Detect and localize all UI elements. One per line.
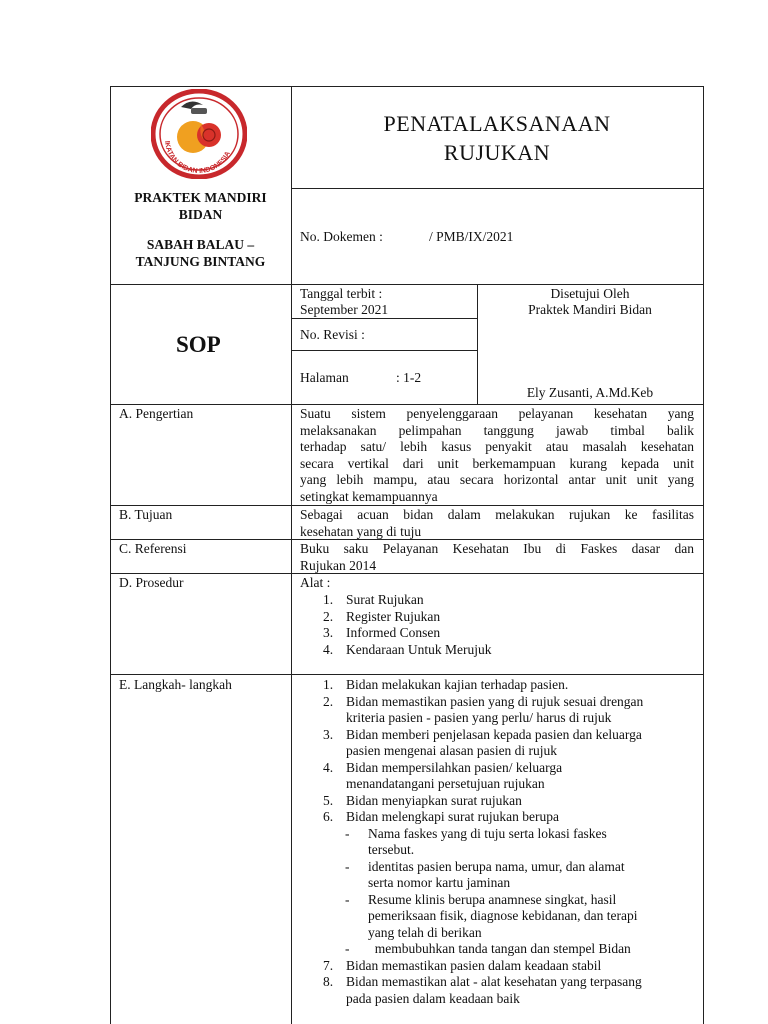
sop-label: SOP (176, 332, 221, 357)
prosedur-intro: Alat : (300, 575, 331, 590)
sub-text: tersebut. (368, 842, 415, 857)
revision-label: No. Revisi : (300, 327, 365, 342)
pengertian-line: Suatu sistem penyelenggaraan pelayanan kesehatan yang (300, 406, 694, 421)
list-item (300, 625, 491, 642)
sub-text: pemeriksaan fisik, diagnose kebidanan, dan terapi (368, 908, 638, 923)
halaman-label: Halaman (300, 370, 349, 385)
list-item (300, 642, 491, 659)
list-text: Bidan melakukan kajian terhadap pasien. (346, 677, 569, 692)
sub-text: Nama faskes yang di tuju serta lokasi faskes (368, 825, 607, 841)
logo-text: IKATAN BIDAN INDONESIA (163, 140, 232, 176)
signer-name: Ely Zusanti, A.Md.Keb (526, 385, 654, 400)
ibi-logo (151, 89, 247, 179)
pengertian-line: secara vertikal dari unit berkemampuan kurang kepada unit (300, 455, 694, 471)
pengertian-line: melaksanakan pelimpahan tanggung jawab timbal balik (300, 422, 694, 438)
list-item (300, 760, 643, 793)
org-name-line1: PRAKTEK MANDIRI (134, 190, 267, 205)
org-location-line1: SABAH BALAU – (146, 237, 255, 252)
list-number: 6. (323, 809, 334, 824)
list-number: 4. (323, 641, 334, 657)
list-item (300, 727, 643, 760)
sub-text: yang telah di berikan (368, 924, 482, 940)
list-text: Surat Rujukan (346, 592, 424, 607)
list-text: kriteria pasien - pasien yang perlu/ harus di rujuk (346, 710, 612, 725)
list-number: 2. (323, 693, 334, 709)
sub-list-item (300, 892, 643, 925)
list-number: 5. (323, 792, 334, 808)
document-title-line2: RUJUKAN (443, 140, 551, 165)
list-text: menandatangani persetujuan rujukan (346, 776, 545, 791)
sub-list-item (300, 859, 643, 892)
pengertian-text (300, 406, 694, 505)
sub-list-item (300, 941, 643, 958)
sub-text: membubuhkan tanda tangan dan stempel Bidan (368, 941, 631, 956)
approved-by-line2: Praktek Mandiri Bidan (528, 302, 652, 317)
dash-marker: - (345, 825, 350, 841)
doc-number-value: / PMB/IX/2021 (429, 229, 514, 244)
list-text: Kendaraan Untuk Merujuk (346, 641, 492, 657)
list-item (300, 609, 491, 626)
list-text: Bidan memberi penjelasan kepada pasien dan keluarga (346, 726, 642, 742)
referensi-text (300, 541, 694, 574)
tanggal-terbit-label: Tanggal terbit : (300, 286, 383, 301)
list-item (300, 958, 643, 975)
dash-marker: - (345, 941, 350, 956)
list-item (300, 974, 643, 1007)
section-label-langkah: E. Langkah- langkah (119, 677, 232, 692)
section-label-prosedur: D. Prosedur (119, 575, 184, 590)
org-name-line2: BIDAN (178, 207, 223, 222)
alat-list (300, 592, 491, 658)
section-label-pengertian: A. Pengertian (119, 406, 194, 421)
halaman-value: : 1-2 (396, 370, 422, 385)
tujuan-text (300, 507, 694, 540)
list-item (300, 592, 491, 609)
langkah-list (300, 677, 643, 1007)
list-number: 7. (323, 957, 334, 973)
referensi-line: Buku saku Pelayanan Kesehatan Ibu di Faskes dasar dan (300, 541, 694, 556)
list-number: 3. (323, 726, 334, 742)
tujuan-line: Sebagai acuan bidan dalam melakukan rujukan ke fasilitas (300, 507, 694, 522)
list-text: Register Rujukan (346, 608, 441, 624)
org-location-line2: TANJUNG BINTANG (135, 254, 266, 269)
tanggal-terbit-value: September 2021 (300, 302, 389, 317)
list-text: Informed Consen (346, 625, 441, 640)
sub-list-item (300, 826, 643, 859)
sub-list (300, 826, 643, 958)
list-number: 4. (323, 759, 334, 775)
list-text: Bidan memastikan pasien yang di rujuk sesuai drengan (346, 693, 644, 709)
list-number: 2. (323, 608, 334, 624)
sub-text: serta nomor kartu jaminan (368, 875, 511, 890)
tujuan-line: kesehatan yang di tuju (300, 523, 422, 539)
dash-marker: - (345, 858, 350, 874)
list-text: Bidan mempersilahkan pasien/ keluarga (346, 759, 563, 775)
sub-list-item (300, 925, 643, 942)
sub-text: identitas pasien berupa nama, umur, dan alamat (368, 858, 625, 874)
section-label-referensi: C. Referensi (119, 541, 187, 556)
list-item (300, 677, 643, 694)
section-label-tujuan: B. Tujuan (119, 507, 173, 522)
pengertian-line: terhadap satu/ lebih kasus penyakit atau masalah kesehatan (300, 439, 694, 454)
referensi-line: Rujukan 2014 (300, 557, 377, 573)
approved-by-line1: Disetujui Oleh (550, 286, 630, 301)
dash-marker: - (345, 891, 350, 907)
document-title-line1: PENATALAKSANAAN (383, 111, 611, 136)
list-text: pasien mengenai alasan pasien di rujuk (346, 743, 558, 758)
list-number: 3. (323, 625, 334, 640)
sub-text: Resume klinis berupa anamnese singkat, hasil (368, 891, 617, 907)
list-text: Bidan memastikan alat - alat kesehatan yang terpasang (346, 974, 642, 989)
list-number: 1. (323, 592, 334, 607)
list-text: Bidan memastikan pasien dalam keadaan stabil (346, 957, 602, 973)
list-text: pada pasien dalam keadaan baik (346, 990, 520, 1006)
list-number: 8. (323, 974, 334, 989)
pengertian-line: yang lebih mampu, atau secara horizontal antar unit unit yang (300, 472, 694, 487)
list-item (300, 793, 643, 810)
list-item (300, 809, 643, 958)
list-text: Bidan melengkapi surat rujukan berupa (346, 809, 559, 824)
doc-number-label: No. Dokemen : (300, 229, 383, 244)
list-number: 1. (323, 677, 334, 692)
list-item (300, 694, 643, 727)
pengertian-line: setingkat kemampuannya (300, 488, 438, 504)
list-text: Bidan menyiapkan surat rujukan (346, 792, 522, 808)
